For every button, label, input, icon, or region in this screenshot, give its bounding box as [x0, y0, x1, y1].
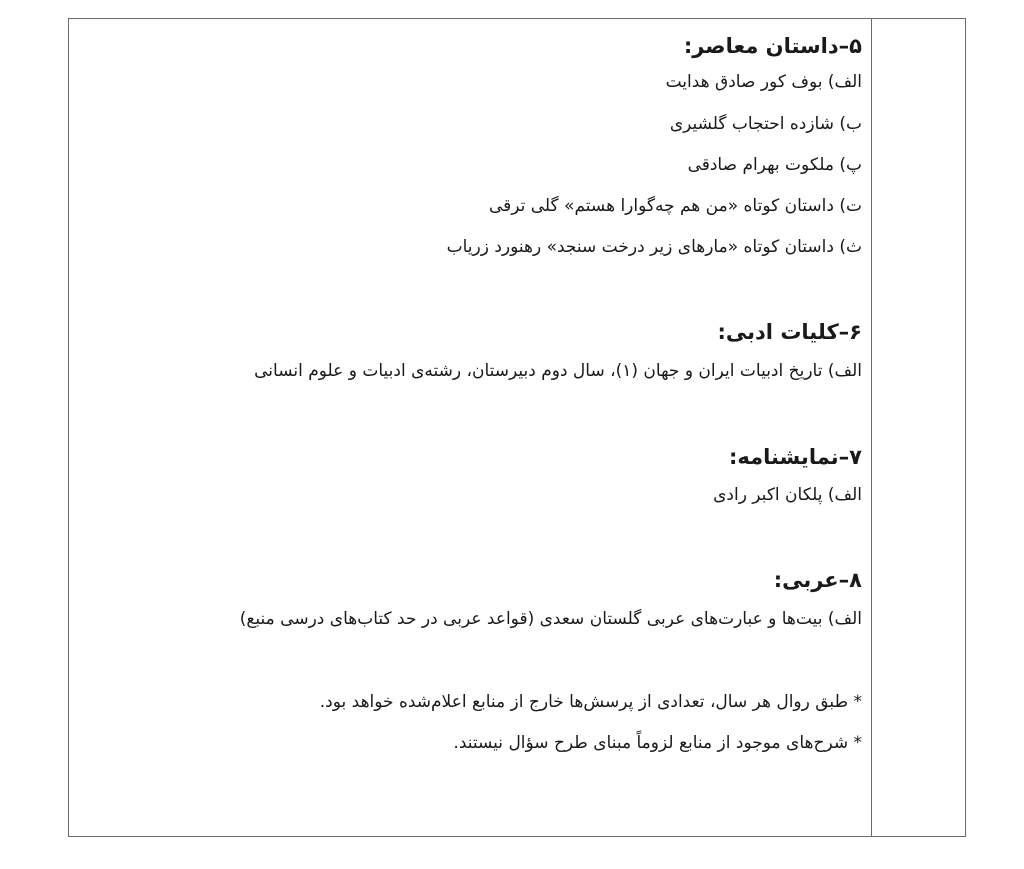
- section-heading-arabic: ۸–عربی:: [773, 568, 862, 592]
- section-heading-literary-generalities: ۶–کلیات ادبی:: [717, 320, 862, 344]
- list-item: الف) بوف کور صادق هدایت: [665, 72, 862, 92]
- content-table: [68, 18, 966, 837]
- list-item: پ) ملکوت بهرام صادقی: [687, 155, 862, 175]
- list-item: الف) پلکان اکبر رادی: [713, 485, 862, 505]
- table-side-column: [871, 19, 965, 836]
- section-heading-contemporary-fiction: ۵–داستان معاصر:: [683, 34, 862, 58]
- note-line: * شرح‌های موجود از منابع لزوماً مبنای طرح سؤال نیستند.: [453, 733, 862, 753]
- list-item: ث) داستان کوتاه «مارهای زیر درخت سنجد» رهنورد زریاب: [446, 237, 862, 257]
- list-item: الف) تاریخ ادبیات ایران و جهان (۱)، سال دوم دبیرستان، رشته‌ی ادبیات و علوم انسانی: [254, 361, 862, 381]
- section-heading-play: ۷–نمایشنامه:: [728, 445, 862, 469]
- list-item: الف) بیت‌ها و عبارت‌های عربی گلستان سعدی (قواعد عربی در حد کتاب‌های درسی منبع): [239, 609, 862, 629]
- list-item: ب) شازده احتجاب گلشیری: [669, 114, 862, 134]
- note-line: * طبق روال هر سال، تعدادی از پرسش‌ها خارج از منابع اعلام‌شده خواهد بود.: [319, 692, 862, 712]
- list-item: ت) داستان کوتاه «من هم چه‌گوارا هستم» گلی ترقی: [488, 196, 862, 216]
